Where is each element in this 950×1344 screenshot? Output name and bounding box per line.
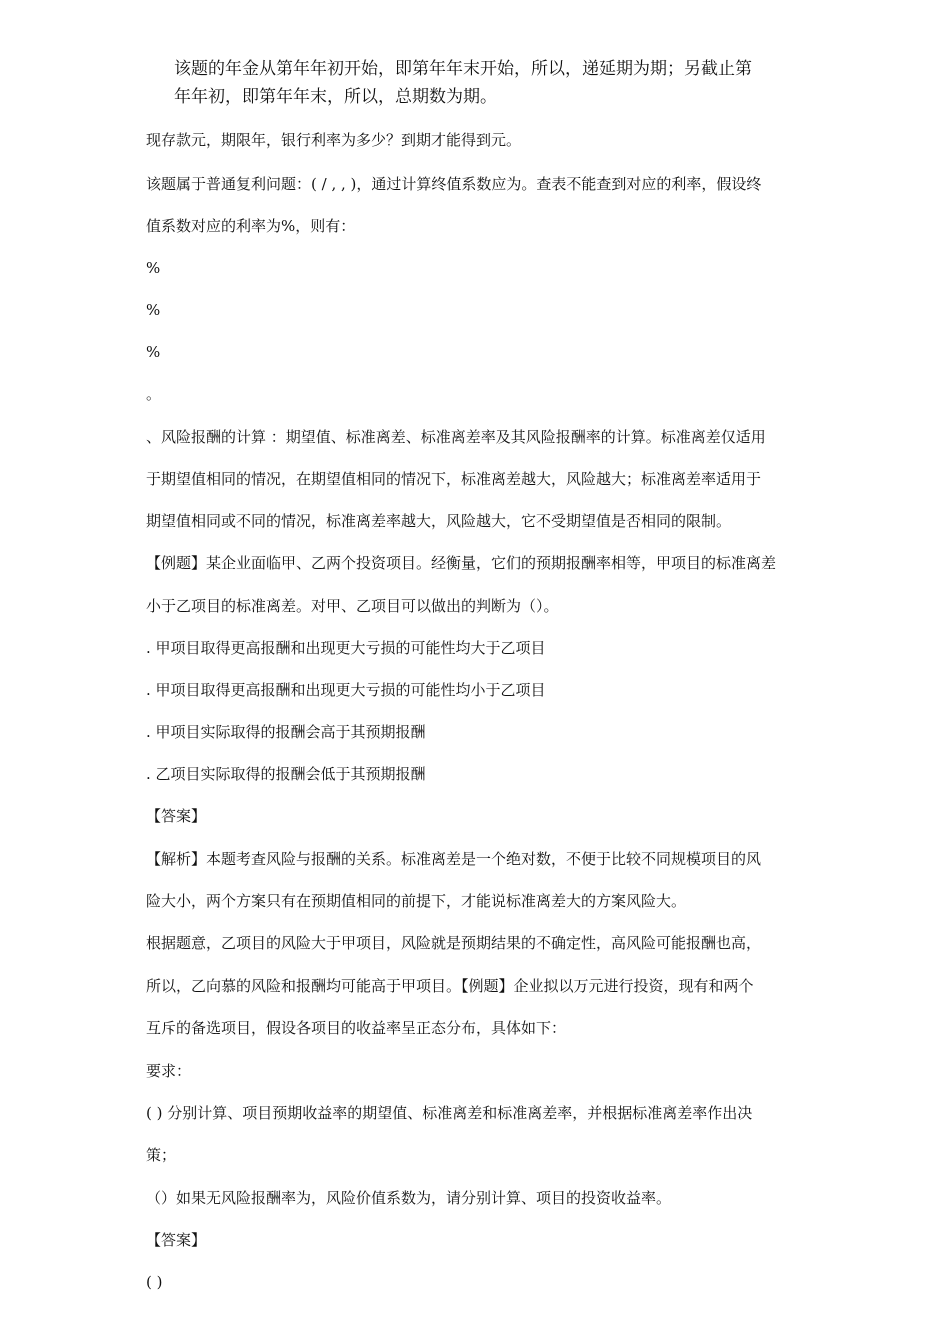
text-line: 值系数对应的利率为%，则有：	[146, 217, 356, 235]
text-line: 期望值相同或不同的情况，标准离差率越大，风险越大，它不受期望值是否相同的限制。	[146, 512, 732, 530]
text-line: 要求：	[146, 1062, 192, 1080]
option-line: . 甲项目实际取得的报酬会高于其预期报酬	[146, 723, 426, 741]
text-line: 。	[146, 385, 162, 403]
text-line: ( )	[146, 1273, 163, 1291]
intro-line-2: 年年初，即第年年末，所以，总期数为期。	[174, 87, 497, 107]
option-line: . 甲项目取得更高报酬和出现更大亏损的可能性均小于乙项目	[146, 681, 546, 699]
answer-heading: 【答案】	[146, 807, 207, 825]
option-line: . 甲项目取得更高报酬和出现更大亏损的可能性均大于乙项目	[146, 639, 546, 657]
text-line: 所以，乙向慕的风险和报酬均可能高于甲项目。【例题】企业拟以万元进行投资，现有和两个	[146, 977, 754, 995]
answer-heading: 【答案】	[146, 1231, 207, 1249]
text-line: ( ) 分别计算、项目预期收益率的期望值、标准离差和标准离差率，并根据标准离差率作出决	[146, 1104, 753, 1122]
text-line: 互斥的备选项目，假设各项目的收益率呈正态分布，具体如下：	[146, 1019, 567, 1037]
text-line: %	[146, 301, 161, 319]
text-line: 该题属于普通复利问题：( / , , )，通过计算终值系数应为。查表不能查到对应的利率，假设终	[146, 175, 762, 193]
text-line: 、风险报酬的计算 ：期望值、标准离差、标准离差率及其风险报酬率的计算。标准离差仅适用	[146, 428, 766, 446]
text-line: 小于乙项目的标准离差。对甲、乙项目可以做出的判断为（）。	[146, 597, 559, 615]
text-line: 险大小，两个方案只有在预期值相同的前提下，才能说标准离差大的方案风险大。	[146, 892, 687, 910]
text-line: 【解析】本题考查风险与报酬的关系。标准离差是一个绝对数，不便于比较不同规模项目的风	[146, 850, 762, 868]
intro-line-1: 该题的年金从第年年初开始，即第年年末开始，所以，递延期为期；另截止第	[174, 59, 752, 79]
text-line: %	[146, 259, 161, 277]
option-line: . 乙项目实际取得的报酬会低于其预期报酬	[146, 765, 426, 783]
text-line: 策；	[146, 1146, 177, 1164]
text-line: 于期望值相同的情况，在期望值相同的情况下，标准离差越大，风险越大；标准离差率适用于	[146, 470, 762, 488]
text-line: （）如果无风险报酬率为，风险价值系数为，请分别计算、项目的投资收益率。	[146, 1189, 672, 1207]
text-line: 【例题】某企业面临甲、乙两个投资项目。经衡量，它们的预期报酬率相等，甲项目的标准离差	[146, 554, 777, 572]
text-line: %	[146, 343, 161, 361]
text-line: 现存款元，期限年，银行利率为多少？到期才能得到元。	[146, 131, 522, 149]
text-line: 根据题意，乙项目的风险大于甲项目，风险就是预期结果的不确定性，高风险可能报酬也高，	[146, 934, 762, 952]
